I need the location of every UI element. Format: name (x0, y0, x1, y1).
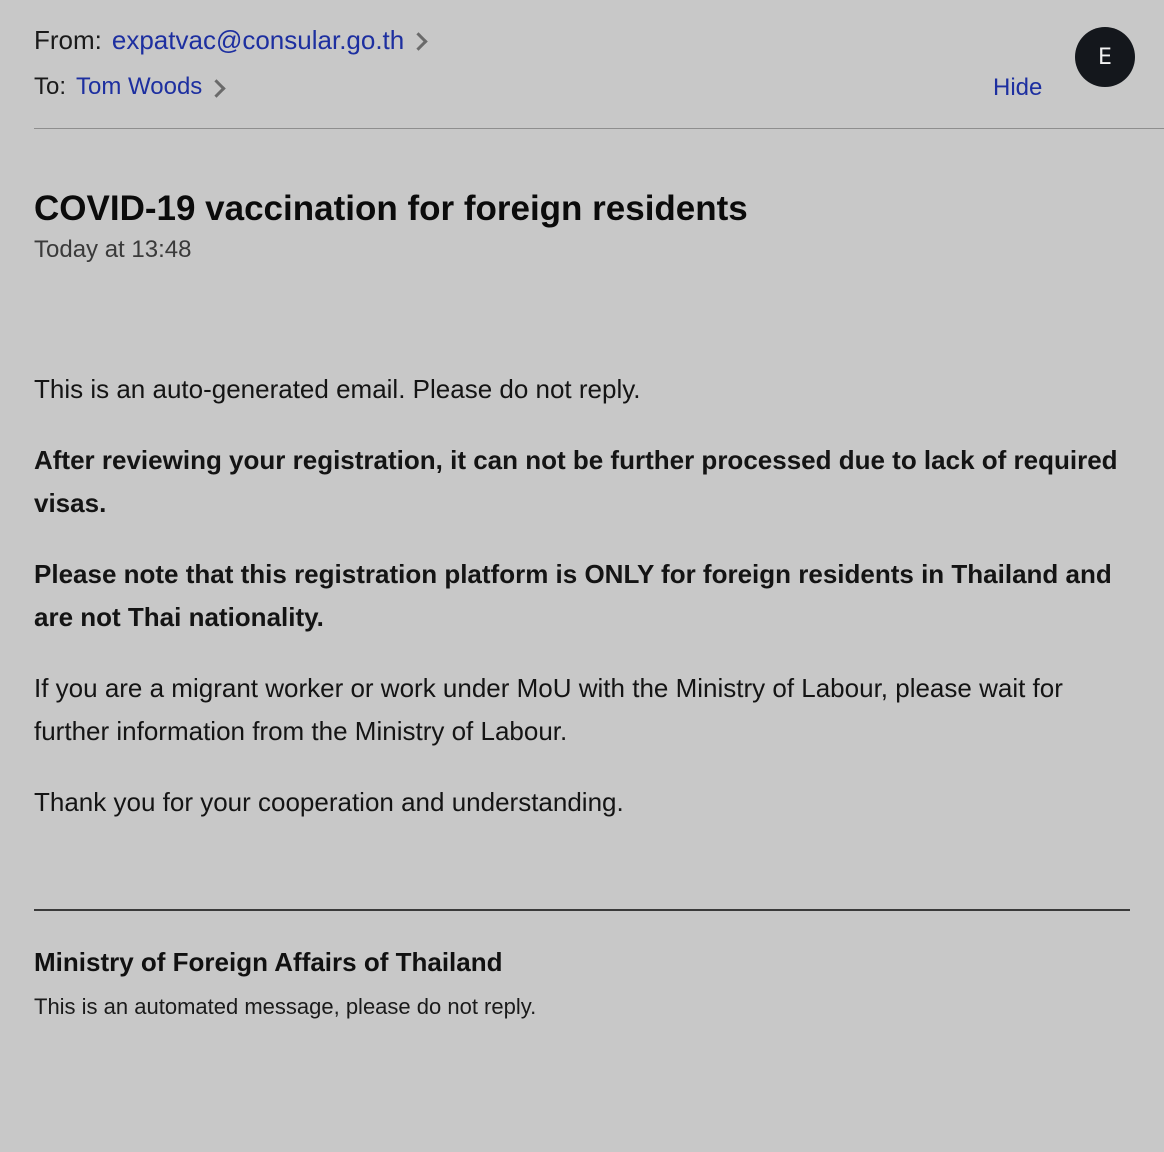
to-label: To: (34, 73, 67, 100)
chevron-right-icon[interactable] (410, 32, 428, 50)
from-label: From: (34, 25, 102, 55)
hide-details-button[interactable]: Hide (993, 74, 1043, 101)
sender-avatar[interactable]: E (1075, 27, 1135, 87)
sender-address-link[interactable]: expatvac@consular.go.th (111, 25, 405, 55)
to-row (34, 70, 223, 104)
header-divider (34, 128, 1164, 129)
email-timestamp: Today at 13:48 (34, 236, 192, 263)
body-paragraph-thank-you: Thank you for your cooperation and understanding. (34, 787, 624, 817)
body-paragraph-auto-generated: This is an auto-generated email. Please do not reply. (34, 374, 641, 404)
chevron-right-icon[interactable] (208, 79, 226, 97)
email-subject: COVID-19 vaccination for foreign residents (34, 189, 748, 228)
footer-organization: Ministry of Foreign Affairs of Thailand (34, 947, 503, 977)
body-paragraph-platform-note: Please note that this registration platform is ONLY for foreign residents in Thailand and are not Thai nationality. (34, 559, 1112, 632)
mail-header (0, 0, 1164, 129)
body-paragraph-migrant-worker: If you are a migrant worker or work under MoU with the Ministry of Labour, please wait for further information from the Ministry of Labour. (34, 673, 1063, 746)
footer-divider (34, 909, 1130, 911)
footer-note: This is an automated message, please do not reply. (34, 994, 537, 1019)
body-paragraph-registration-rejected: After reviewing your registration, it can not be further processed due to lack of required visas. (34, 445, 1118, 518)
recipient-name-link[interactable]: Tom Woods (76, 73, 203, 100)
from-row (34, 22, 425, 58)
